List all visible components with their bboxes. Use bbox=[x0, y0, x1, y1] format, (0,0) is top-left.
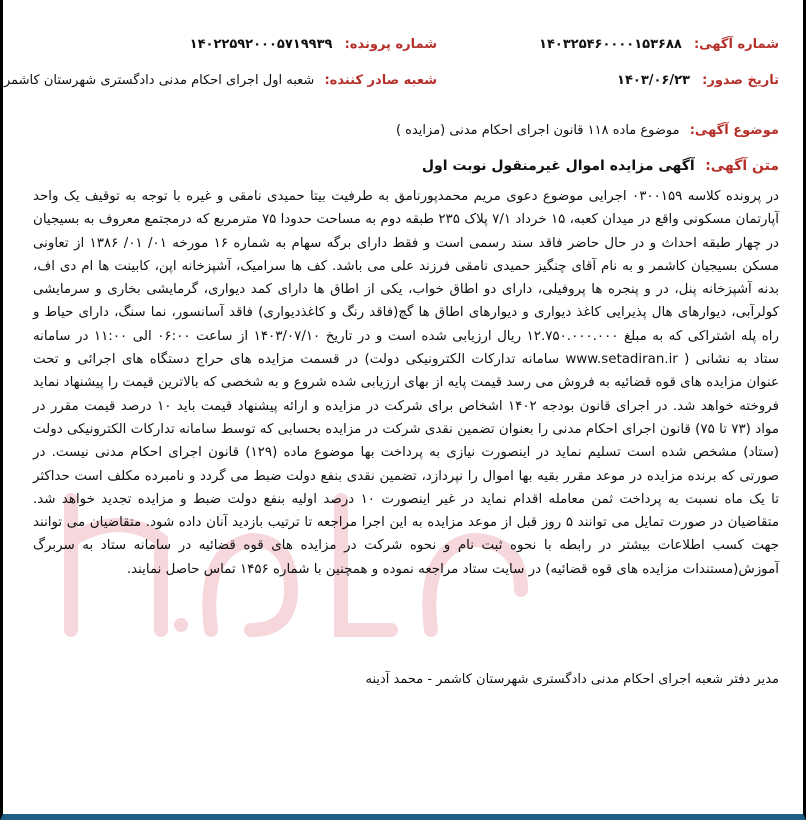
issuer-value: شعبه اول اجرای احکام مدنی دادگستری شهرستان کاشمر bbox=[3, 73, 315, 88]
ad-number-row bbox=[539, 36, 779, 54]
ad-text-value: آگهی مزایده اموال غیرمنقول نوبت اول bbox=[421, 158, 695, 174]
signature-line: مدیر دفتر شعبه اجرای احکام مدنی دادگستری شهرستان کاشمر - محمد آدینه bbox=[365, 672, 779, 687]
case-number-label: شماره پرونده: bbox=[344, 37, 437, 52]
issue-date-row bbox=[617, 72, 779, 90]
ad-number-value: ۱۴۰۳۲۵۴۶۰۰۰۰۱۵۳۶۸۸ bbox=[539, 37, 682, 52]
subject-row bbox=[396, 122, 779, 140]
issuer-label: شعبه صادر کننده: bbox=[324, 73, 437, 88]
ad-text-label: متن آگهی: bbox=[705, 158, 779, 174]
issue-date-value: ۱۴۰۳/۰۶/۲۳ bbox=[617, 73, 690, 88]
ad-body: در پرونده کلاسه ۰۳۰۰۱۵۹ اجرایی موضوع دعوی مریم محمدپورنامق به طرفیت بیتا حمیدی نامقی و غیره با توجه به توقیف یک واحد آپارتمان مسکونی واقع در میدان کعبه، ۱۵ خرداد ۷/۱ پلاک ۲۳۵ طبقه دوم به مساحت حدودا ۷۵ مترمربع که درمجتمع معروف به بسیجیان در چهار طبقه احداث و در حال حاضر فاقد سند رسمی است و فقط دارای برگه سهام به شماره ۱۶ مورخه ۰۱/ ۰۱/ ۱۳۸۶ از تعاونی مسکن بسیجیان کاشمر و به نام آقای چنگیز حمیدی نامقی فرزند علی می باشد. کف ها سرامیک، آشپزخانه اپن، کابینت ها ام دی اف، بدنه آشپزخانه پنل، در و پنجره ها پروفیلی، دارای دو اطاق خواب، یکی از اطاق ها دارای کمد دیواری، گرمایشی بخاری و سرمایشی کولرآبی، دیوارهای هال پذیرایی کاغذ دیواری و دیوارهای اطاق ها گچ(فاقد رنگ و کاغذدیواری) فاقد آسانسور، نما سنگ، دارای حیاط و راه پله اشتراکی که به مبلغ ۱۲.۷۵۰.۰۰۰.۰۰۰ ریال ارزیابی شده است و در تاریخ ۱۴۰۳/۰۷/۱۰ از ساعت ۰۶:۰۰ الی ۱۱:۰۰ در سامانه ستاد به نشانی ( www.setadiran.ir سامانه تدارکات الکترونیکی دولت) در قسمت مزایده های حراج دستگاه های اجرائی و تحت عنوان مزایده های قوه قضائیه به فروش می رسد قیمت پایه از بهای ارزیابی شده شروع و به شخصی که بالاترین قیمت را پیشنهاد نماید فروخته خواهد شد. در اجرای قانون بودجه ۱۴۰۲ اشخاص برای شرکت در مزایده و ارائه پیشنهاد قیمت باید ۱۰ درصد قیمت مقرر در مواد (۷۳ تا ۷۵) قانون اجرای احکام مدنی را بعنوان تضمین نقدی شرکت در مزایده بحسابی که توسط سامانه تدارکات الکترونیکی دولت (ستاد) مشخص شده است تسلیم نماید در اینصورت نیازی به پرداخت بها موضوع ماده (۱۲۹) قانون اجرای احکام مدنی نیست. در صورتی که برنده مزایده در موعد مقرر بقیه بها اموال را نپردازد، تضمین نقدی بنفع دولت ضبط می گردد و نامبرده مکلف است حداکثر تا یک ماه نسبت به پرداخت ثمن معامله اقدام نماید در غیر اینصورت ۱۰ درصد اولیه بنفع دولت ضبط و مزایده تجدید خواهد شد. متقاضیان در صورت تمایل می توانند ۵ روز قبل از موعد مزایده به این اجرا مراجعه تا ترتیب بازدید آنان داده شود. متقاضیان می توانند جهت کسب اطلاعات بیشتر در رابطه با نحوه ثبت نام و نحوه شرکت در مزایده های قوه قضائیه در سامانه ستاد به سربرگ آموزش(مستندات مزایده های قوه قضائیه) در سایت ستاد مراجعه نموده و همچنین با شماره ۱۴۵۶ تماس حاصل نمایند. bbox=[33, 189, 780, 577]
issue-date-label: تاریخ صدور: bbox=[702, 73, 779, 88]
ad-text-row bbox=[422, 157, 779, 175]
issuer-row bbox=[4, 72, 437, 90]
subject-label: موضوع آگهی: bbox=[689, 123, 779, 138]
ad-number-label: شماره آگهی: bbox=[693, 37, 779, 52]
subject-value: موضوع ماده ۱۱۸ قانون اجرای احکام مدنی (مزایده ) bbox=[395, 123, 680, 138]
case-number-value: ۱۴۰۲۲۵۹۲۰۰۰۵۷۱۹۹۳۹ bbox=[189, 37, 333, 52]
case-number-row bbox=[190, 36, 437, 54]
